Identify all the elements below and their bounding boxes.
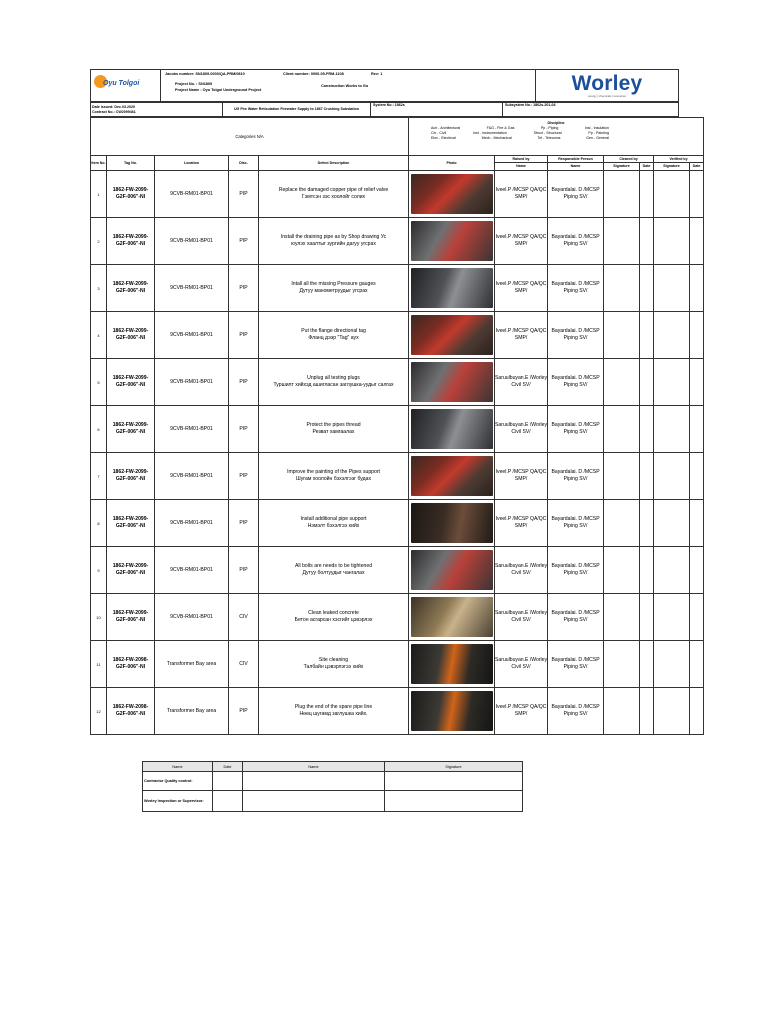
table-row (91, 641, 704, 688)
responsible-name: Bayardalai. D /MCSP Piping SV/ (548, 171, 604, 218)
raised-by-name: Iveel.P /MCSP QA/QC SMP/ (495, 500, 548, 547)
discipline-code: F&G - Fire & Gas (486, 126, 515, 130)
revision: Rev: 1 (371, 72, 383, 76)
location: Transformer Bay area (155, 641, 229, 688)
cleared-signature-field[interactable] (604, 453, 640, 500)
location: 9CVB-RM01-BP01 (155, 406, 229, 453)
verified-signature-field[interactable] (654, 594, 690, 641)
worley-inspection-label: Worley Inspection or Supervisor: (143, 791, 213, 812)
raised-by-name: Saruulbuyan.E /Worley Civil SV/ (495, 406, 548, 453)
responsible-name: Bayardalai. D /MCSP Piping SV/ (548, 500, 604, 547)
responsible-name: Bayardalai. D /MCSP Piping SV/ (548, 641, 604, 688)
responsible-name: Bayardalai. D /MCSP Piping SV/ (548, 312, 604, 359)
col-verified-by: Verified by (654, 156, 704, 163)
cleared-signature-field[interactable] (604, 171, 640, 218)
verified-date-field[interactable] (690, 359, 704, 406)
discipline-code: Elec - Electrical (431, 136, 456, 140)
discipline: PIP (229, 547, 259, 594)
verified-signature-field[interactable] (654, 218, 690, 265)
col-item-no: Item No. (91, 156, 107, 171)
defect-photo (411, 691, 493, 731)
table-row (91, 171, 704, 218)
worley-logo-text: Worley (571, 71, 643, 95)
verified-date-field[interactable] (690, 171, 704, 218)
oyu-tolgoi-logo (91, 70, 161, 102)
defect-mongolian: Туршилт хийхэд ашигласан заглушка-уудыг салгах (273, 382, 394, 388)
table-row (91, 594, 704, 641)
defect-photo (411, 597, 493, 637)
item-number: 8 (91, 500, 107, 547)
defect-english: Plug the end of the spare pipe line (294, 704, 373, 710)
project-name: Project Name : Oyu Tolgoi Underground Project (175, 88, 262, 92)
col-name: Name (495, 163, 548, 171)
defect-english: Clean leaked concrete (308, 610, 359, 616)
defect-mongolian: Резват хамгаалах (312, 429, 355, 435)
tag-number: 1862-FW-2099-G2F-006"-NI (107, 453, 155, 500)
discipline: PIP (229, 312, 259, 359)
defect-mongolian: Гэмтсэн зэс хоолойг солих (301, 194, 366, 200)
date-issued: Date Issued: Dec.03.2020 (92, 104, 135, 109)
verified-signature-field[interactable] (654, 641, 690, 688)
col-date: Date (690, 163, 704, 171)
cleared-date-field[interactable] (640, 594, 654, 641)
defect-mongolian: Дутуу болтуудыг чангалах (302, 570, 365, 576)
discipline-code: Ach - Architectural (431, 126, 461, 130)
col-name: Name (548, 163, 604, 171)
defect-english: Intall all the missing Pressure gauges (291, 281, 376, 287)
location: 9CVB-RM01-BP01 (155, 218, 229, 265)
cleared-date-field[interactable] (640, 547, 654, 594)
discipline: PIP (229, 265, 259, 312)
location: 9CVB-RM01-BP01 (155, 171, 229, 218)
col-signature: Signature (654, 163, 690, 171)
discipline: CIV (229, 594, 259, 641)
discipline: PIP (229, 406, 259, 453)
location: 9CVB-RM01-BP01 (155, 500, 229, 547)
location: 9CVB-RM01-BP01 (155, 547, 229, 594)
tag-number: 1862-FW-2099-G2F-006"-NI (107, 265, 155, 312)
defect-photo (411, 268, 493, 308)
discipline: PIP (229, 500, 259, 547)
defect-english: Install additional pipe support (300, 516, 367, 522)
discipline: PIP (229, 688, 259, 735)
cleared-signature-field[interactable] (604, 218, 640, 265)
tag-number: 1862-FW-2099-G2F-006"-NI (107, 547, 155, 594)
worley-date-field[interactable] (213, 791, 243, 812)
cleared-signature-field[interactable] (604, 641, 640, 688)
discipline-code: Pp - Painting (588, 131, 609, 135)
defect-mongolian: Бетон асгарсан хэсгийг цэвэрлэх (294, 617, 373, 623)
project-number: Project No. : SN1809 (175, 82, 213, 86)
raised-by-name: Iveel.P /MCSP QA/QC SMP/ (495, 688, 548, 735)
responsible-name: Bayardalai. D /MCSP Piping SV/ (548, 265, 604, 312)
table-row (91, 312, 704, 359)
cleared-signature-field[interactable] (604, 547, 640, 594)
defect-english: Improve the painting of the Pipes support (287, 469, 380, 475)
defect-mongolian: Шугам хоолойн бэхэлгээг будах (296, 476, 371, 482)
tag-number: 1862-FW-2099-G2F-006"-NI (107, 218, 155, 265)
defect-english: Install the draining pipe as by Shop drawing Ус (280, 234, 387, 240)
defect-photo (411, 644, 493, 684)
col-responsible: Responsible Person (548, 156, 604, 163)
defect-mongolian: Нөөц шугамд заглушка хийх. (299, 711, 368, 717)
tag-number: 1862-FW-2099-G2F-006"-NI (107, 171, 155, 218)
raised-by-name: Iveel.P /MCSP QA/QC SMP/ (495, 312, 548, 359)
item-number: 7 (91, 453, 107, 500)
location: 9CVB-RM01-BP01 (155, 359, 229, 406)
responsible-name: Bayardalai. D /MCSP Piping SV/ (548, 406, 604, 453)
verified-date-field[interactable] (690, 312, 704, 359)
categories-label: Categories N/A (91, 118, 409, 156)
worley-tagline: energy | chemicals | resources (588, 93, 626, 98)
defect-english: Unplug all testing plugs (307, 375, 360, 381)
signoff-header-date: Date (213, 762, 243, 772)
defect-english: Replace the damaged copper pipe of relief valve (278, 187, 389, 193)
discipline: PIP (229, 453, 259, 500)
discipline-code: Mech - Mechanical (481, 136, 512, 140)
verified-signature-field[interactable] (654, 265, 690, 312)
verified-signature-field[interactable] (654, 547, 690, 594)
responsible-name: Bayardalai. D /MCSP Piping SV/ (548, 359, 604, 406)
table-row (91, 406, 704, 453)
responsible-name: Bayardalai. D /MCSP Piping SV/ (548, 688, 604, 735)
item-number: 11 (91, 641, 107, 688)
location: Transformer Bay area (155, 688, 229, 735)
item-number: 1 (91, 171, 107, 218)
location: 9CVB-RM01-BP01 (155, 453, 229, 500)
discipline-code: Civ - Civil (431, 131, 447, 135)
defect-english: Site cleaning (318, 657, 349, 663)
location: 9CVB-RM01-BP01 (155, 594, 229, 641)
signoff-header-name: Name (243, 762, 385, 772)
col-defect: Defect Description (259, 156, 409, 171)
tag-number: 1862-FW-2099-G2F-006"-NI (107, 594, 155, 641)
cleared-date-field[interactable] (640, 359, 654, 406)
cleared-date-field[interactable] (640, 406, 654, 453)
item-number: 9 (91, 547, 107, 594)
defect-english: Put the flange directional tag (301, 328, 366, 334)
discipline: PIP (229, 171, 259, 218)
raised-by-name: Iveel.P /MCSP QA/QC SMP/ (495, 453, 548, 500)
contractor-name-field[interactable] (243, 772, 385, 791)
verified-date-field[interactable] (690, 500, 704, 547)
table-row (91, 265, 704, 312)
verified-signature-field[interactable] (654, 171, 690, 218)
item-number: 10 (91, 594, 107, 641)
table-row (91, 218, 704, 265)
responsible-name: Bayardalai. D /MCSP Piping SV/ (548, 547, 604, 594)
cleared-date-field[interactable] (640, 688, 654, 735)
item-number: 2 (91, 218, 107, 265)
col-photo: Photo (409, 156, 495, 171)
defect-photo (411, 550, 493, 590)
col-disc: Disc. (229, 156, 259, 171)
tag-number: 1862-FW-2099-G2F-006"-NI (107, 500, 155, 547)
location: 9CVB-RM01-BP01 (155, 312, 229, 359)
raised-by-name: Iveel.P /MCSP QA/QC SMP/ (495, 171, 548, 218)
item-number: 6 (91, 406, 107, 453)
discipline-legend (431, 126, 609, 141)
col-tag-no: Tag No. (107, 156, 155, 171)
raised-by-name: Saruulbuyan.E /Worley Civil SV/ (495, 641, 548, 688)
worley-name-field[interactable] (243, 791, 385, 812)
cleared-signature-field[interactable] (604, 265, 640, 312)
cleared-signature-field[interactable] (604, 312, 640, 359)
discipline-code: Inst - Instrumentation (473, 131, 507, 135)
discipline-code: Tel - Telecoms (537, 136, 561, 140)
verified-signature-field[interactable] (654, 406, 690, 453)
defect-photo (411, 221, 493, 261)
col-raised-by: Raised by (495, 156, 548, 163)
verified-signature-field[interactable] (654, 359, 690, 406)
item-number: 4 (91, 312, 107, 359)
raised-by-name: Iveel.P /MCSP QA/QC SMP/ (495, 218, 548, 265)
verified-signature-field[interactable] (654, 453, 690, 500)
table-row (91, 453, 704, 500)
client-number: Client number: 0000-05-FRM-1108 (283, 72, 344, 76)
oyu-logo-text: Oyu Tolgoi (103, 79, 140, 87)
contractor-qc-label: Contractor Quality control: (143, 772, 213, 791)
cleared-signature-field[interactable] (604, 406, 640, 453)
verified-date-field[interactable] (690, 641, 704, 688)
subsystem-number: Subsystem No.: 1862s-201-04 (503, 103, 679, 117)
defect-mongolian: юулэх хаалтыг зургийн дагуу угсрах (291, 241, 376, 247)
item-number: 5 (91, 359, 107, 406)
table-row (91, 500, 704, 547)
raised-by-name: Saruulbuyan.E /Worley Civil SV/ (495, 547, 548, 594)
responsible-name: Bayardalai. D /MCSP Piping SV/ (548, 594, 604, 641)
defect-rows (91, 171, 704, 735)
tag-number: 1862-FW-2099-G2F-006"-NI (107, 406, 155, 453)
tag-number: 1862-FW-2098-G2F-006"-NI (107, 641, 155, 688)
cleared-date-field[interactable] (640, 641, 654, 688)
jacobs-number: Jacobs number: SN1809-0000/QA-PRM/0810 (165, 72, 245, 76)
item-number: 12 (91, 688, 107, 735)
item-number: 3 (91, 265, 107, 312)
raised-by-name: Saruulbuyan.E /Worley Civil SV/ (495, 594, 548, 641)
raised-by-name: Iveel.P /MCSP QA/QC SMP/ (495, 265, 548, 312)
verified-date-field[interactable] (690, 547, 704, 594)
contractor-date-field[interactable] (213, 772, 243, 791)
defect-photo (411, 409, 493, 449)
location: 9CVB-RM01-BP01 (155, 265, 229, 312)
table-row (91, 688, 704, 735)
verified-signature-field[interactable] (654, 688, 690, 735)
verified-date-field[interactable] (690, 265, 704, 312)
discipline-title: Discipline (547, 121, 565, 125)
verified-date-field[interactable] (690, 406, 704, 453)
system-number: System No.: 1862s (371, 103, 503, 117)
cleared-signature-field[interactable] (604, 500, 640, 547)
cleared-signature-field[interactable] (604, 359, 640, 406)
tag-number: 1862-FW-2099-G2F-006"-NI (107, 359, 155, 406)
verified-date-field[interactable] (690, 453, 704, 500)
col-location: Location (155, 156, 229, 171)
system-title: UG Fire Water Reticulation Firewater Supply to 1867 Crushing Substation (223, 103, 371, 117)
verified-date-field[interactable] (690, 594, 704, 641)
cleared-date-field[interactable] (640, 500, 654, 547)
defect-mongolian: Дутуу манометруудыг угсрах (299, 288, 368, 294)
defect-photo (411, 456, 493, 496)
table-row (91, 547, 704, 594)
responsible-name: Bayardalai. D /MCSP Piping SV/ (548, 218, 604, 265)
cleared-date-field[interactable] (640, 312, 654, 359)
signoff-table (142, 761, 523, 812)
defect-mongolian: Нэмэлт бэхэлгээ хийх (307, 523, 360, 529)
verified-signature-field[interactable] (654, 312, 690, 359)
cleared-date-field[interactable] (640, 171, 654, 218)
discipline: PIP (229, 359, 259, 406)
worley-logo (536, 70, 679, 102)
table-row (91, 359, 704, 406)
contract-number: Contract No.: CW2099461 (92, 109, 136, 114)
defect-photo (411, 503, 493, 543)
discipline: CIV (229, 641, 259, 688)
defect-photo (411, 174, 493, 214)
discipline-code: Struct - Structural (533, 131, 562, 135)
verified-date-field[interactable] (690, 688, 704, 735)
defect-mongolian: Фланц дээр "Tag" аух (308, 335, 359, 341)
col-signature: Signature (604, 163, 640, 171)
system-info-table (90, 102, 679, 117)
defect-mongolian: Талбайн цэвэрлэгээ хийх (303, 664, 364, 670)
defect-table (90, 117, 704, 735)
cleared-date-field[interactable] (640, 218, 654, 265)
contractor-signature-field[interactable] (385, 772, 523, 791)
cleared-signature-field[interactable] (604, 594, 640, 641)
cleared-signature-field[interactable] (604, 688, 640, 735)
signoff-header-signature: Signature (385, 762, 523, 772)
signoff-header-name: Name (143, 762, 213, 772)
defect-photo (411, 362, 493, 402)
discipline: PIP (229, 218, 259, 265)
responsible-name: Bayardalai. D /MCSP Piping SV/ (548, 453, 604, 500)
verified-signature-field[interactable] (654, 500, 690, 547)
tag-number: 1862-FW-2099-G2F-006"-NI (107, 312, 155, 359)
discipline-code: Gen - General (586, 136, 609, 140)
col-date: Date (640, 163, 654, 171)
punch-list-sheet (90, 69, 701, 812)
defect-photo (411, 315, 493, 355)
defect-english: Protect the pipes thread (306, 422, 361, 428)
discipline-code: Pp - Piping (540, 126, 559, 130)
document-title: Construction Works to Go (321, 84, 369, 88)
col-cleared-by: Cleared by (604, 156, 654, 163)
cleared-date-field[interactable] (640, 453, 654, 500)
worley-signature-field[interactable] (385, 791, 523, 812)
discipline-code: Insl - Insulation (584, 126, 609, 130)
tag-number: 1862-FW-2098-G2F-006"-NI (107, 688, 155, 735)
raised-by-name: Saruulbuyan.E /Worley Civil SV/ (495, 359, 548, 406)
defect-english: All bolts are needs to be tightened (295, 563, 373, 569)
verified-date-field[interactable] (690, 218, 704, 265)
header-table (90, 69, 679, 102)
cleared-date-field[interactable] (640, 265, 654, 312)
